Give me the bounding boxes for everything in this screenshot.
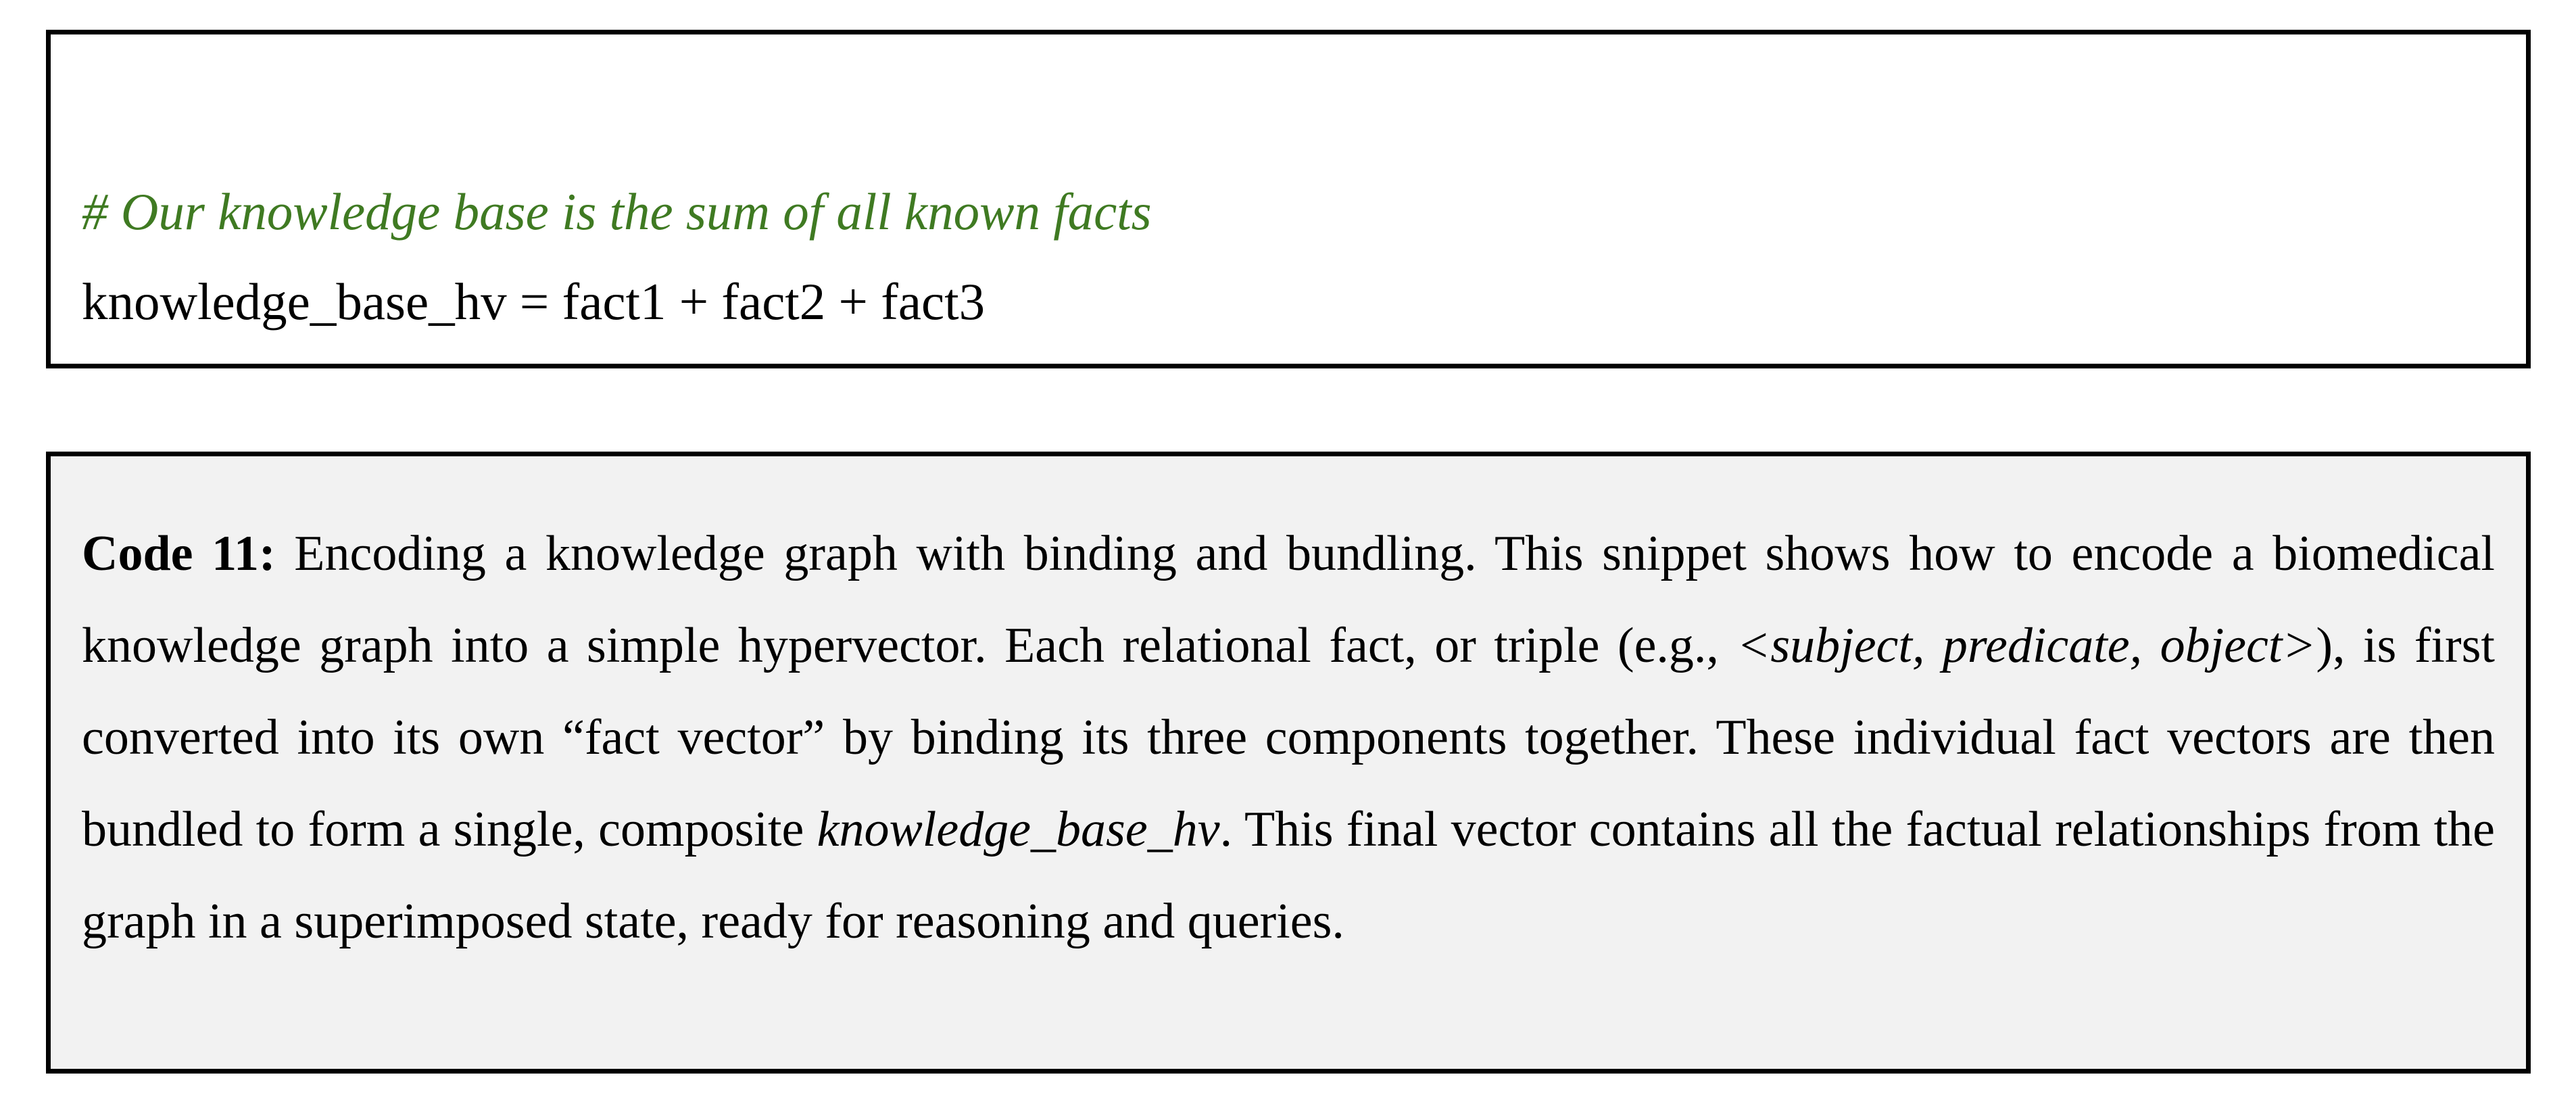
code-caption-box — [46, 452, 2531, 1074]
code-statement-line: knowledge_base_hv = fact1 + fact2 + fact3 — [82, 272, 986, 331]
caption-triple-example: <subject, predicate, object> — [1736, 618, 2316, 673]
caption-paragraph — [82, 508, 2495, 967]
caption-text-part-1: Encoding a knowledge graph with binding and bundling. This snippet shows how to encode a biomedical knowledge graph into a simple hypervector. Each relational fact, or triple (e.g., — [82, 526, 2495, 673]
caption-text-part-3: . This final vector contains all the factual relationships from the graph in a superimposed state, ready for reasoning and queries. — [82, 802, 2495, 949]
caption-text-part-2: ), is first converted into its own “fact vector” by binding its three components together. These individual fact vectors are then bundled to form a single, composite — [82, 618, 2495, 857]
caption-label: Code 11: — [82, 526, 276, 581]
code-listing-box — [46, 30, 2531, 368]
code-comment-line: # Our knowledge base is the sum of all known facts — [82, 183, 1152, 241]
caption-variable-name: knowledge_base_hv — [817, 802, 1220, 857]
